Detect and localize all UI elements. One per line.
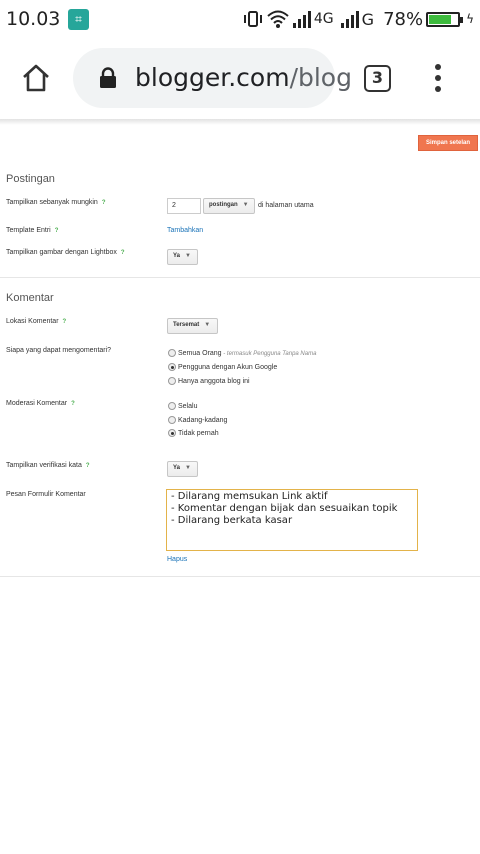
radio-button[interactable] [168, 377, 176, 385]
more-options-icon[interactable] [430, 64, 446, 94]
charging-icon: ϟ [466, 12, 474, 26]
comment-location-select-value: Tersemat [173, 322, 200, 328]
radio-label: Semua Orang [178, 349, 222, 357]
delete-message-link[interactable]: Hapus [167, 556, 188, 563]
network-type-label: 4G [313, 11, 334, 27]
radio-button[interactable] [168, 416, 176, 424]
toolbar-shadow [0, 119, 480, 125]
lock-icon [99, 68, 117, 88]
radio-label: Kadang-kadang [178, 416, 228, 424]
battery-percent: 78% [383, 8, 424, 30]
comment-location-label [6, 318, 66, 325]
save-settings-button[interactable]: Simpan setelan [418, 135, 478, 151]
radio-button-selected[interactable] [168, 363, 176, 371]
comment-location-select[interactable] [167, 318, 218, 334]
vibrate-icon [243, 9, 263, 29]
word-verification-label-text: Tampilkan verifikasi kata [6, 462, 82, 469]
url-text[interactable] [135, 63, 352, 92]
add-post-template-link[interactable]: Tambahkan [167, 227, 204, 234]
help-icon[interactable]: ? [101, 200, 106, 206]
radio-label: Hanya anggota blog ini [178, 377, 250, 385]
help-icon[interactable]: ? [71, 401, 75, 407]
url-path: /blog [289, 63, 352, 92]
radio-button-selected[interactable] [168, 429, 176, 437]
radio-option-never[interactable] [168, 429, 219, 437]
url-host: blogger.com [135, 63, 290, 92]
comments-section-title: Komentar [6, 292, 54, 304]
help-icon[interactable]: ? [85, 463, 90, 469]
comment-location-label-text: Lokasi Komentar [6, 318, 59, 325]
help-icon[interactable]: ? [54, 228, 59, 234]
posts-section-title: Postingan [6, 173, 55, 185]
clock: 10.03 [6, 8, 61, 30]
radio-option-always[interactable] [168, 402, 197, 410]
word-verification-select[interactable] [167, 461, 198, 477]
signal-strength-icon [293, 10, 311, 28]
who-can-comment-label: Siapa yang dapat mengomentari? [6, 347, 112, 354]
chevron-down-icon: ▼ [185, 465, 191, 471]
chevron-down-icon: ▼ [185, 253, 191, 259]
radio-option-sometimes[interactable] [168, 416, 227, 424]
lightbox-select-value: Ya [173, 253, 181, 259]
battery-icon [426, 12, 460, 27]
radio-button[interactable] [168, 349, 176, 357]
battery-level-fill [429, 15, 451, 24]
textarea-line: - Dilarang berkata kasar [171, 515, 293, 526]
network-type-2-label: G [361, 9, 375, 29]
comment-form-message-textarea[interactable] [166, 489, 418, 551]
section-divider [0, 576, 480, 577]
address-bar[interactable] [73, 48, 352, 108]
radio-option-anyone[interactable] [168, 349, 316, 357]
chevron-down-icon: ▼ [242, 202, 249, 208]
radio-note: - termasuk Pengguna Tanpa Nama [221, 350, 317, 357]
comment-moderation-label [6, 400, 75, 407]
section-divider [0, 277, 480, 278]
post-template-label [6, 227, 58, 234]
status-icons [243, 8, 474, 30]
wifi-icon [266, 9, 290, 29]
radio-option-google-account[interactable] [168, 363, 277, 371]
signal-strength-2-icon [341, 10, 359, 28]
blogger-settings-page [0, 126, 480, 586]
posts-suffix-text: di halaman utama [258, 202, 314, 209]
status-bar [0, 0, 480, 38]
chevron-down-icon: ▼ [204, 322, 211, 328]
word-verification-select-value: Ya [173, 465, 181, 471]
posts-unit-select[interactable] [203, 198, 255, 214]
show-at-most-label [6, 199, 106, 206]
help-icon[interactable]: ? [62, 319, 67, 325]
radio-label: Pengguna dengan Akun Google [178, 363, 278, 371]
lightbox-label-text: Tampilkan gambar dengan Lightbox [6, 249, 117, 256]
radio-button[interactable] [168, 402, 176, 410]
lightbox-select[interactable] [167, 249, 198, 265]
radio-label: Selalu [178, 402, 198, 410]
textarea-line: - Komentar dengan bijak dan sesuaikan topik [171, 503, 398, 514]
comment-moderation-label-text: Moderasi Komentar [6, 400, 68, 407]
textarea-line: - Dilarang memsukan Link aktif [171, 491, 328, 502]
comment-form-message-label: Pesan Formulir Komentar [6, 491, 86, 498]
radio-option-members-only[interactable] [168, 377, 250, 385]
lightbox-label [6, 249, 125, 256]
word-verification-label [6, 462, 90, 469]
post-template-label-text: Template Entri [6, 227, 51, 234]
screenshot-notification-icon: ⌗ [68, 9, 89, 30]
posts-unit-select-value: postingan [209, 202, 238, 208]
show-at-most-label-text: Tampilkan sebanyak mungkin [6, 199, 98, 206]
tab-switcher-button[interactable]: 3 [364, 65, 391, 92]
radio-label: Tidak pernah [178, 429, 219, 437]
home-icon[interactable] [20, 62, 52, 94]
browser-toolbar [0, 38, 480, 120]
help-icon[interactable]: ? [120, 250, 125, 256]
posts-count-input[interactable]: 2 [167, 198, 201, 214]
